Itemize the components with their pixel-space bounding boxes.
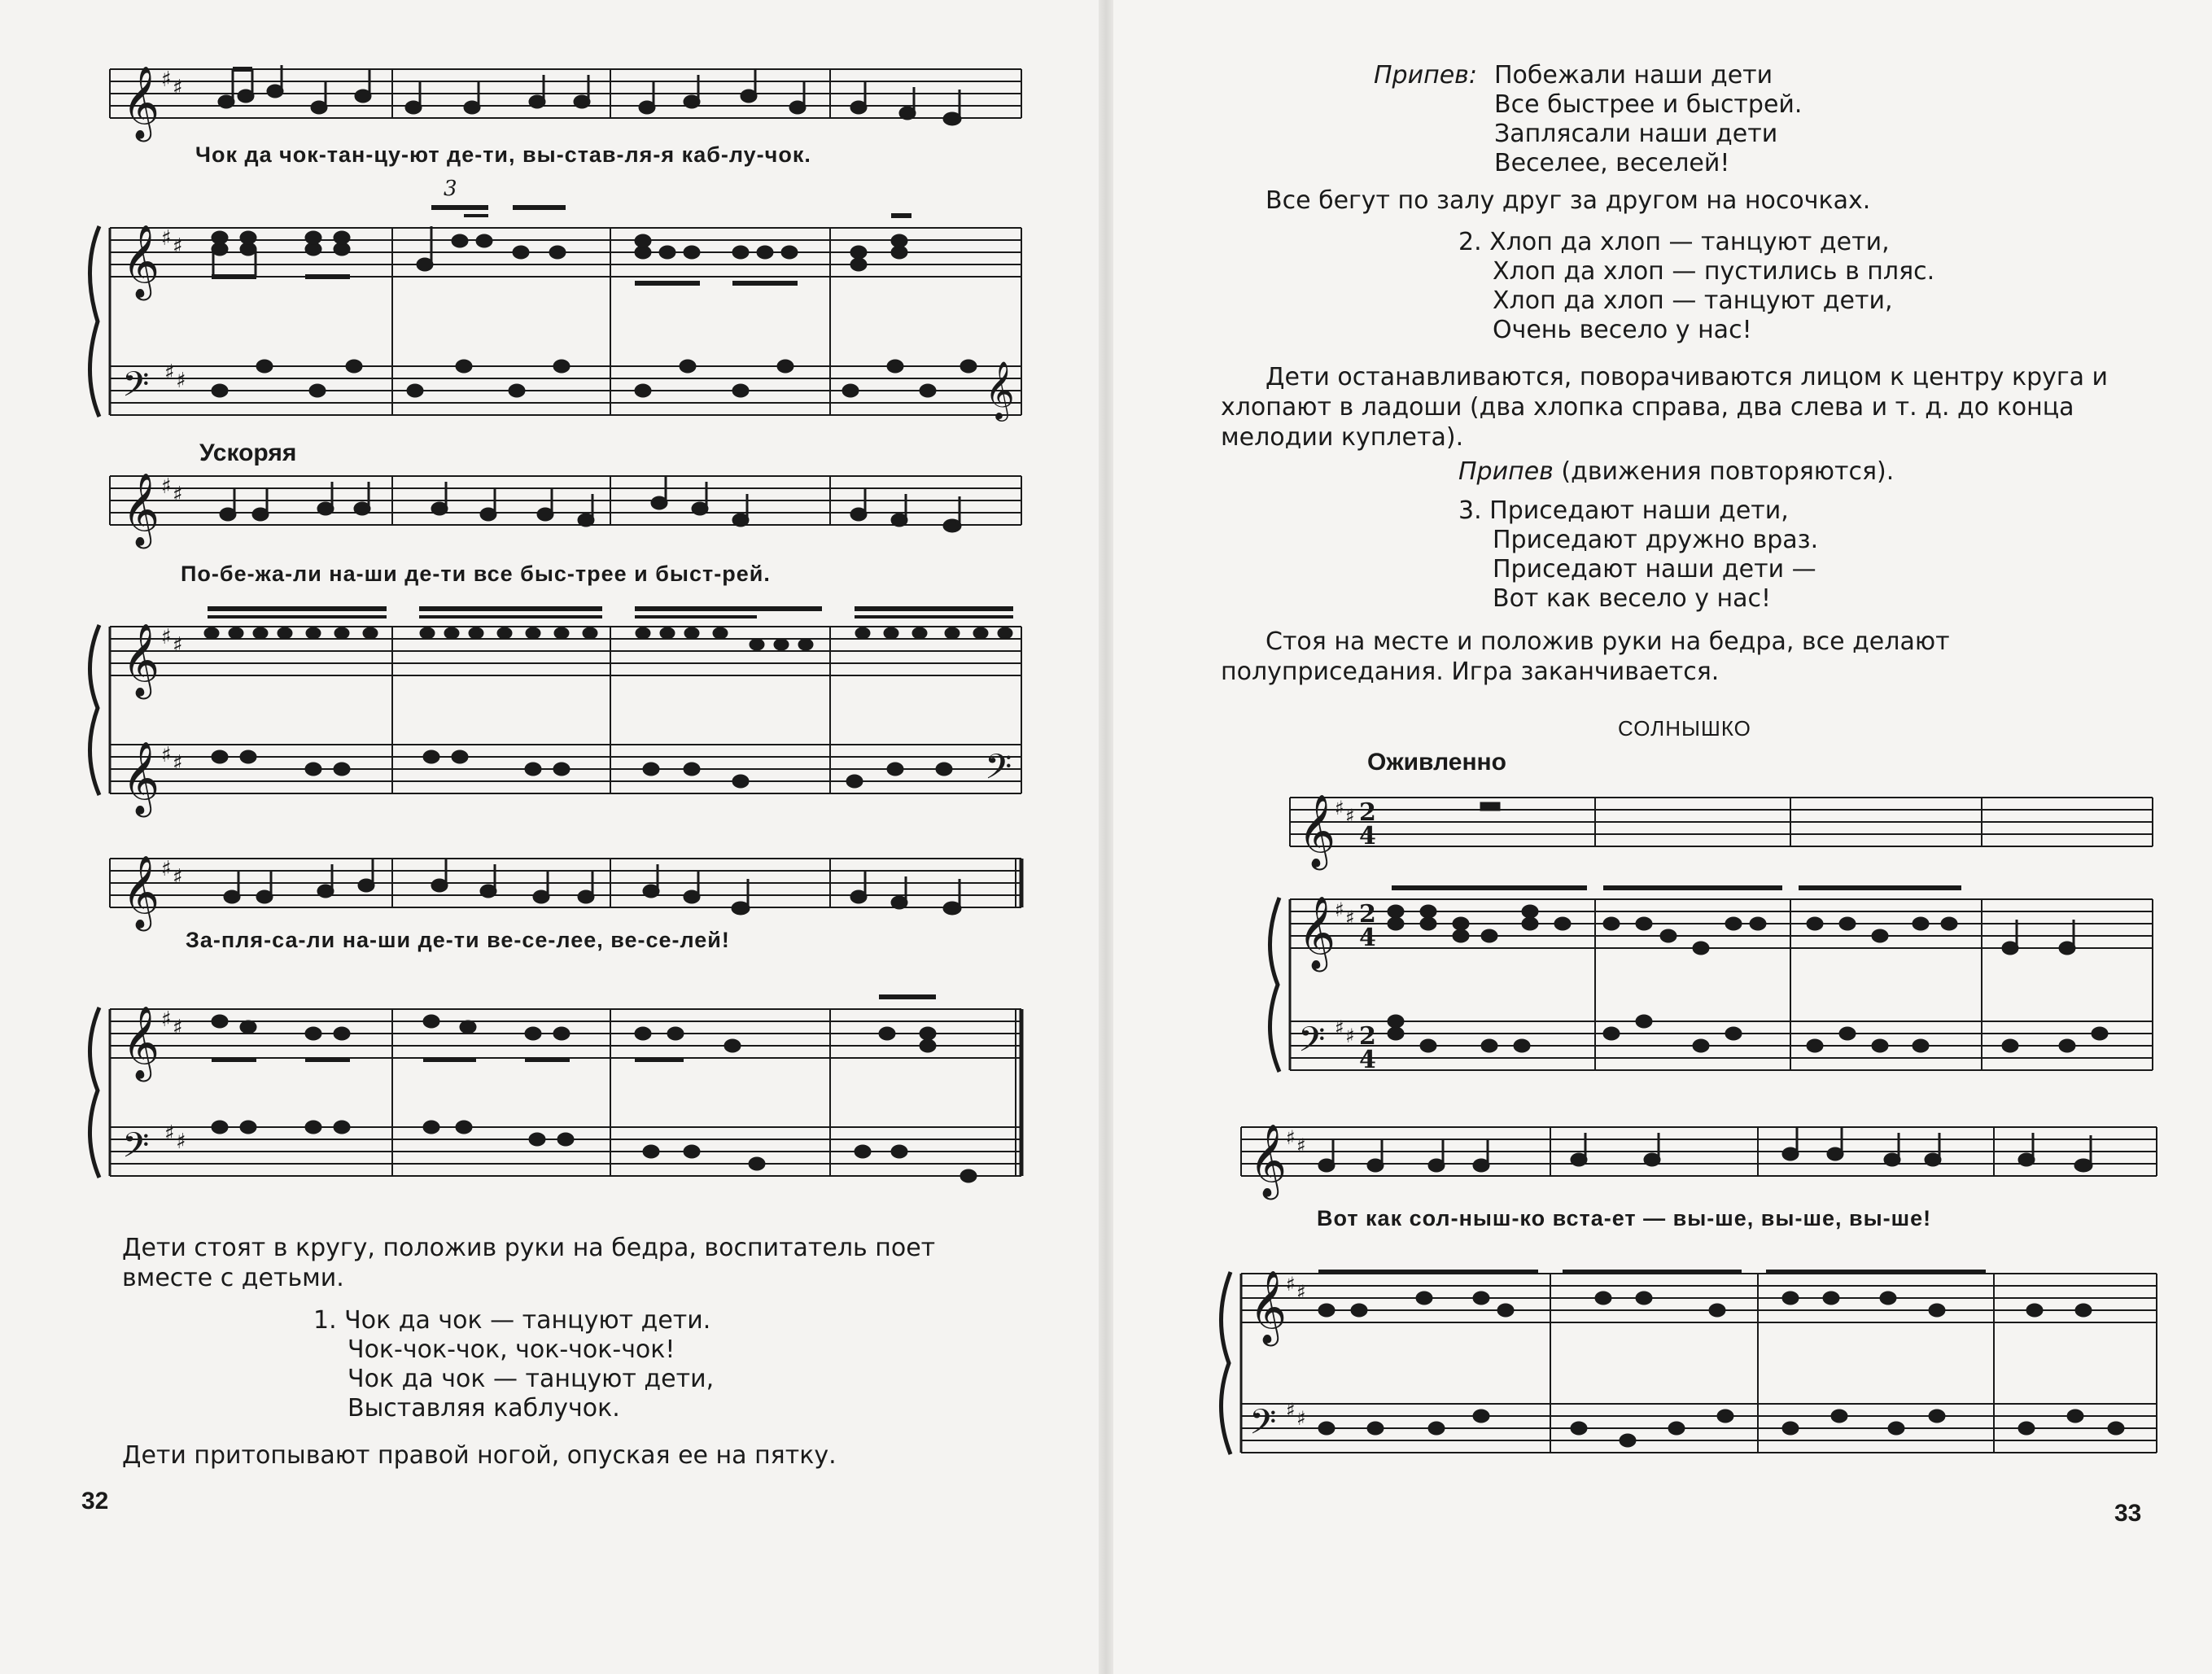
svg-text:♯: ♯ bbox=[1286, 1126, 1296, 1149]
solnyshko-lyrics-line-1: Вот как сол-ныш-ко вста-ет — вы-ше, вы-ше, вы-ше! bbox=[1317, 1206, 1932, 1230]
verse-2-line-3: Хлоп да хлоп — танцуют дети, bbox=[1493, 286, 1893, 315]
svg-text:♯: ♯ bbox=[173, 633, 183, 658]
svg-text:𝄞: 𝄞 bbox=[122, 225, 160, 298]
svg-text:♯: ♯ bbox=[173, 751, 183, 776]
svg-text:♯: ♯ bbox=[161, 474, 172, 499]
chorus-line-2: Все быстрее и быстрей. bbox=[1494, 90, 1803, 119]
svg-text:♯: ♯ bbox=[176, 1130, 186, 1154]
left-paragraph-1: Дети стоят в кругу, положив руки на бедра, воспитатель поет вместе с детьми. bbox=[122, 1234, 936, 1292]
lyrics-line-1: Чок да чок-тан-цу-ют де-ти, вы-став-ля-я каб-лу-чок. bbox=[195, 142, 811, 167]
svg-text:♯: ♯ bbox=[1296, 1134, 1306, 1157]
score-system-3 bbox=[106, 846, 1025, 1204]
svg-text:♯: ♯ bbox=[1286, 1399, 1296, 1422]
svg-text:♯: ♯ bbox=[1345, 907, 1355, 929]
verse-3-line-2: Приседают дружно враз. bbox=[1493, 526, 1819, 554]
svg-text:♯: ♯ bbox=[161, 1007, 172, 1032]
svg-text:𝄞: 𝄞 bbox=[1298, 794, 1336, 868]
time-signature-top-3: 2 bbox=[1359, 1022, 1376, 1051]
svg-text:𝄞: 𝄞 bbox=[122, 855, 160, 929]
page-number-right: 33 bbox=[2114, 1500, 2142, 1527]
svg-text:𝄢: 𝄢 bbox=[1249, 1402, 1277, 1451]
verse-3-line-1: 3. Приседают наши дети, bbox=[1458, 496, 1789, 525]
svg-text:♯: ♯ bbox=[161, 68, 172, 92]
svg-text:♯: ♯ bbox=[161, 226, 172, 251]
triplet-mark: 3 bbox=[444, 177, 457, 201]
verse-2-line-2: Хлоп да хлоп — пустились в пляс. bbox=[1493, 257, 1935, 286]
right-paragraph-1: Все бегут по залу друг за другом на носочках. bbox=[1266, 186, 1871, 215]
chorus-repeat-note: (движения повторяются). bbox=[1561, 457, 1895, 486]
svg-text:♯: ♯ bbox=[173, 483, 183, 507]
svg-text:𝄞: 𝄞 bbox=[985, 360, 1015, 419]
left-paragraph-2: Дети притопывают правой ногой, опуская ее на пятку. bbox=[122, 1441, 837, 1470]
right-paragraph-3: Стоя на месте и положив руки на бедра, все делают полуприседания. Игра заканчивается. bbox=[1221, 627, 1950, 686]
svg-text:♯: ♯ bbox=[1345, 1025, 1355, 1047]
score-system-2 bbox=[106, 464, 1025, 822]
lyrics-line-3: За-пля-са-ли на-ши де-ти ве-се-лее, ве-се-лей! bbox=[186, 928, 730, 952]
verse-2-line-4: Очень весело у нас! bbox=[1493, 316, 1752, 344]
chorus-repeat bbox=[1458, 457, 1894, 487]
chorus-line-4: Веселее, веселей! bbox=[1494, 149, 1730, 177]
chorus-label: Припев: bbox=[1374, 61, 1477, 90]
verse-2-line-1: 2. Хлоп да хлоп — танцуют дети, bbox=[1458, 228, 1890, 256]
svg-text:♯: ♯ bbox=[164, 1121, 175, 1146]
verse-3-line-3: Приседают наши дети — bbox=[1493, 555, 1816, 583]
svg-text:𝄞: 𝄞 bbox=[122, 623, 160, 697]
svg-text:♯: ♯ bbox=[161, 857, 172, 881]
svg-text:𝄞: 𝄞 bbox=[122, 741, 160, 815]
svg-text:𝄞: 𝄞 bbox=[1249, 1124, 1287, 1197]
book-spine bbox=[1099, 0, 1113, 1674]
time-signature-top-2: 2 bbox=[1359, 900, 1376, 929]
svg-text:♯: ♯ bbox=[1296, 1407, 1306, 1430]
score-system-right-1 bbox=[1286, 785, 2157, 1103]
chorus-line-3: Заплясали наши дети bbox=[1494, 120, 1778, 148]
song-title: СОЛНЫШКО bbox=[1618, 716, 1751, 741]
verse-1 bbox=[313, 1306, 714, 1423]
svg-text:♯: ♯ bbox=[1335, 1016, 1344, 1039]
svg-text:♯: ♯ bbox=[173, 76, 183, 100]
right-paragraph-2: Дети останавливаются, поворачиваются лицом к центру круга и хлопают в ладоши (два хлопка справа, два слева и т. д. до конца мелодии куплета). bbox=[1221, 363, 2109, 452]
svg-text:♯: ♯ bbox=[1286, 1273, 1296, 1296]
verse-3-line-4: Вот как весело у нас! bbox=[1493, 584, 1772, 613]
verse-1-line-4: Выставляя каблучок. bbox=[348, 1394, 620, 1423]
svg-text:𝄢: 𝄢 bbox=[122, 365, 150, 413]
svg-text:𝄞: 𝄞 bbox=[1298, 896, 1336, 969]
svg-text:𝄞: 𝄞 bbox=[122, 66, 160, 139]
svg-text:♯: ♯ bbox=[161, 625, 172, 649]
svg-text:♯: ♯ bbox=[161, 743, 172, 767]
verse-1-line-2: Чок-чок-чок, чок-чок-чок! bbox=[348, 1335, 675, 1364]
score-system-1 bbox=[106, 57, 1025, 431]
time-signature-bottom-2: 4 bbox=[1359, 924, 1376, 952]
verse-1-line-3: Чок да чок — танцуют дети, bbox=[348, 1365, 715, 1393]
lyrics-line-2: По-бе-жа-ли на-ши де-ти все быс-трее и быст-рей. bbox=[181, 562, 771, 586]
svg-text:♯: ♯ bbox=[164, 361, 175, 385]
time-signature-top: 2 bbox=[1359, 798, 1376, 827]
svg-text:♯: ♯ bbox=[173, 1016, 183, 1040]
svg-text:♯: ♯ bbox=[1296, 1281, 1306, 1304]
page-number-left: 32 bbox=[81, 1488, 109, 1514]
score-system-right-2 bbox=[1237, 1115, 2161, 1489]
svg-text:𝄢: 𝄢 bbox=[985, 747, 1012, 796]
svg-text:♯: ♯ bbox=[173, 234, 183, 259]
svg-text:♯: ♯ bbox=[176, 369, 186, 393]
chorus-repeat-label: Припев bbox=[1458, 457, 1554, 486]
time-signature-bottom: 4 bbox=[1359, 822, 1376, 850]
svg-text:♯: ♯ bbox=[1335, 898, 1344, 921]
svg-text:𝄢: 𝄢 bbox=[122, 1125, 150, 1174]
verse-2 bbox=[1458, 228, 1934, 345]
svg-text:𝄞: 𝄞 bbox=[122, 1006, 160, 1079]
svg-text:♯: ♯ bbox=[1335, 797, 1344, 820]
time-signature-bottom-3: 4 bbox=[1359, 1046, 1376, 1074]
verse-1-line-1: 1. Чок да чок — танцуют дети. bbox=[313, 1306, 711, 1335]
chorus-line-1: Побежали наши дети bbox=[1494, 61, 1773, 90]
tempo-marking-lively: Оживленно bbox=[1367, 749, 1507, 776]
svg-text:♯: ♯ bbox=[1345, 805, 1355, 828]
svg-text:♯: ♯ bbox=[173, 865, 183, 889]
svg-text:𝄢: 𝄢 bbox=[1298, 1020, 1326, 1069]
tempo-marking-accelerando: Ускоряя bbox=[199, 439, 297, 466]
svg-text:𝄞: 𝄞 bbox=[122, 473, 160, 546]
svg-text:𝄞: 𝄞 bbox=[1249, 1270, 1287, 1344]
verse-3 bbox=[1458, 496, 1818, 614]
